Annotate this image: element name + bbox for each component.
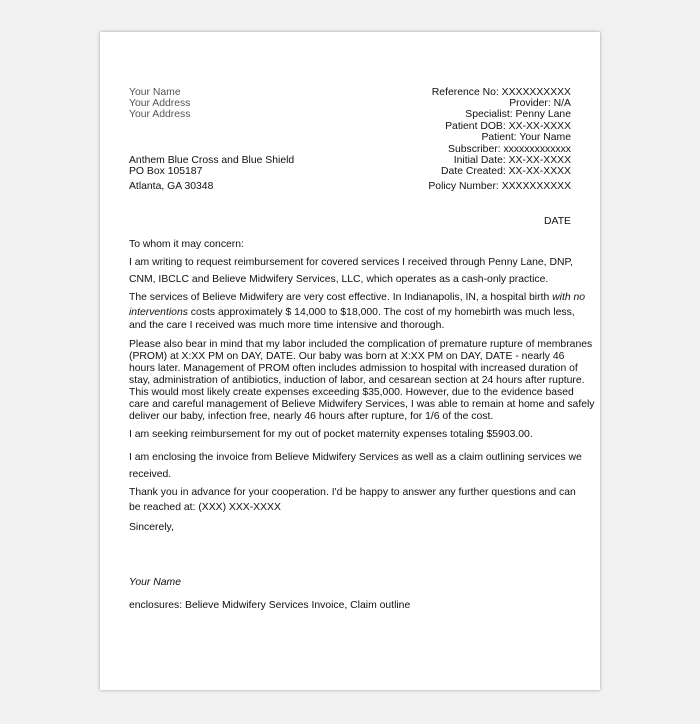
letter-date: DATE xyxy=(544,216,571,227)
paragraph-line: care and careful management of Believe Midwifery Services, I was able to remain at home and safely xyxy=(129,399,595,410)
paragraph-line: I am writing to request reimbursement for covered services I received through Penny Lane, DNP, xyxy=(129,257,573,268)
reference-line: Initial Date: XX-XX-XXXX xyxy=(453,155,571,166)
paragraph-line: (PROM) at X:XX PM on DAY, DATE. Our baby was born at X:XX PM on DAY, DATE - nearly 46 xyxy=(129,351,565,362)
paragraph-line: and the care I received was much more time intensive and thorough. xyxy=(129,320,445,331)
reference-line: Patient: Your Name xyxy=(481,132,571,143)
letter-page xyxy=(100,32,600,690)
paragraph-line: be reached at: (XXX) XXX-XXXX xyxy=(129,502,281,513)
signature-name: Your Name xyxy=(129,577,181,588)
reference-line: Patient DOB: XX-XX-XXXX xyxy=(445,121,571,132)
paragraph-line xyxy=(129,292,585,304)
recipient-address: PO Box 105187 xyxy=(129,166,203,177)
closing: Sincerely, xyxy=(129,522,174,533)
reference-line: Provider: N/A xyxy=(509,98,571,109)
paragraph-line: I am seeking reimbursement for my out of pocket maternity expenses totaling $5903.00. xyxy=(129,429,533,440)
reference-line: Date Created: XX-XX-XXXX xyxy=(441,166,571,177)
paragraph-line: Thank you in advance for your cooperation. I'd be happy to answer any further questions and can xyxy=(129,487,576,498)
paragraph-line: stay, administration of antibiotics, induction of labor, and cesarean section at 24 hours after rupture. xyxy=(129,375,585,386)
paragraph-line: I am enclosing the invoice from Believe Midwifery Services as well as a claim outlining services we xyxy=(129,452,582,463)
paragraph-line: hours later. Management of PROM often includes admission to hospital with increased duration of xyxy=(129,363,578,374)
sender-name: Your Name xyxy=(129,87,181,98)
reference-line: Policy Number: XXXXXXXXXX xyxy=(428,181,571,192)
paragraph-line: Please also bear in mind that my labor included the complication of premature rupture of membranes xyxy=(129,339,593,350)
salutation: To whom it may concern: xyxy=(129,239,244,250)
enclosures: enclosures: Believe Midwifery Services Invoice, Claim outline xyxy=(129,600,411,611)
paragraph-line: deliver our baby, infection free, nearly 46 hours after rupture, for 1/6 of the cost. xyxy=(129,411,494,422)
recipient-name: Anthem Blue Cross and Blue Shield xyxy=(129,155,295,166)
emphasis: with no xyxy=(552,292,586,303)
text: The services of Believe Midwifery are very cost effective. In Indianapolis, IN, a hospital birth xyxy=(129,292,553,303)
reference-line: Reference No: XXXXXXXXXX xyxy=(431,87,571,98)
paragraph-line: This would most likely create expenses exceeding $35,000. However, due to the evidence based xyxy=(129,387,574,398)
text: costs approximately $ 14,000 to $18,000. The cost of my homebirth was much less, xyxy=(187,307,575,318)
paragraph-line: received. xyxy=(129,469,172,480)
reference-line: Specialist: Penny Lane xyxy=(465,109,571,120)
reference-line: Subscriber: xxxxxxxxxxxxx xyxy=(448,144,571,155)
sender-address: Your Address xyxy=(129,98,191,109)
paragraph-line: CNM, IBCLC and Believe Midwifery Services, LLC, which operates as a cash-only practice. xyxy=(129,274,549,285)
paragraph-line xyxy=(129,307,575,319)
recipient-city: Atlanta, GA 30348 xyxy=(129,181,214,192)
emphasis: interventions xyxy=(129,307,188,318)
sender-address: Your Address xyxy=(129,109,191,120)
